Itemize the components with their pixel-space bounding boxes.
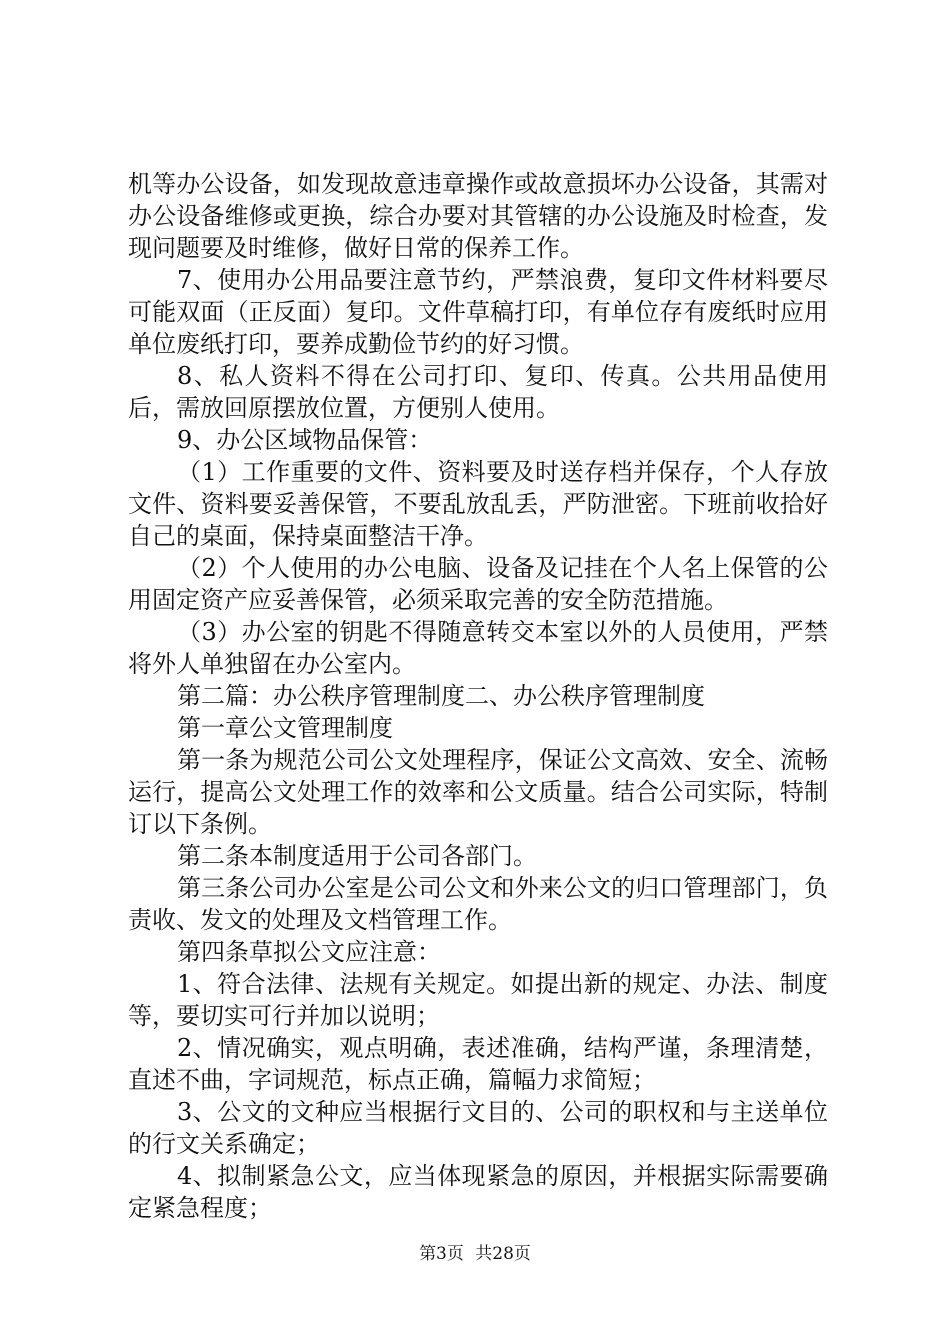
paragraph: （3）办公室的钥匙不得随意转交本室以外的人员使用，严禁将外人单独留在办公室内。 [128, 618, 828, 678]
paragraph: （2）个人使用的办公电脑、设备及记挂在个人名上保管的公用固定资产应妥善保管，必须采取完善的安全防范措施。 [128, 554, 828, 614]
paragraph: 1、符合法律、法规有关规定。如提出新的规定、办法、制度等，要切实可行并加以说明； [128, 970, 828, 1030]
page-number: 第3页 [419, 1244, 464, 1264]
paragraph: 9、办公区域物品保管： [177, 426, 433, 454]
paragraph: 3、公文的文种应当根据行文目的、公司的职权和与主送单位的行文关系确定； [128, 1098, 828, 1158]
paragraph: 8、私人资料不得在公司打印、复印、传真。公共用品使用后，需放回原摆放位置，方便别人使用。 [128, 362, 828, 422]
paragraph: 7、使用办公用品要注意节约，严禁浪费，复印文件材料要尽可能双面（正反面）复印。文件草稿打印，有单位存有废纸时应用单位废纸打印，要养成勤俭节约的好习惯。 [128, 266, 828, 358]
document-body [128, 168, 828, 1224]
page-footer [0, 1243, 950, 1265]
paragraph: 第二篇：办公秩序管理制度二、办公秩序管理制度 [177, 682, 705, 710]
paragraph: 第三条公司办公室是公司公文和外来公文的归口管理部门，负责收、发文的处理及文档管理工作。 [128, 874, 828, 934]
paragraph: 第二条本制度适用于公司各部门。 [177, 842, 537, 870]
paragraph: 机等办公设备，如发现故意违章操作或故意损坏办公设备，其需对办公设备维修或更换，综合办要对其管辖的办公设施及时检查，发现问题要及时维修，做好日常的保养工作。 [128, 170, 828, 262]
page-total: 共28页 [475, 1244, 531, 1264]
paragraph: 第四条草拟公文应注意： [177, 938, 441, 966]
paragraph: 第一章公文管理制度 [177, 714, 393, 742]
paragraph: （1）工作重要的文件、资料要及时送存档并保存，个人存放文件、资料要妥善保管，不要乱放乱丢，严防泄密。下班前收拾好自己的桌面，保持桌面整洁干净。 [128, 458, 828, 550]
paragraph: 4、拟制紧急公文，应当体现紧急的原因，并根据实际需要确定紧急程度； [128, 1162, 828, 1222]
paragraph: 第一条为规范公司公文处理程序，保证公文高效、安全、流畅运行，提高公文处理工作的效率和公文质量。结合公司实际，特制订以下条例。 [128, 746, 828, 838]
paragraph: 2、情况确实，观点明确，表述准确，结构严谨，条理清楚，直述不曲，字词规范，标点正确，篇幅力求简短； [128, 1034, 828, 1094]
